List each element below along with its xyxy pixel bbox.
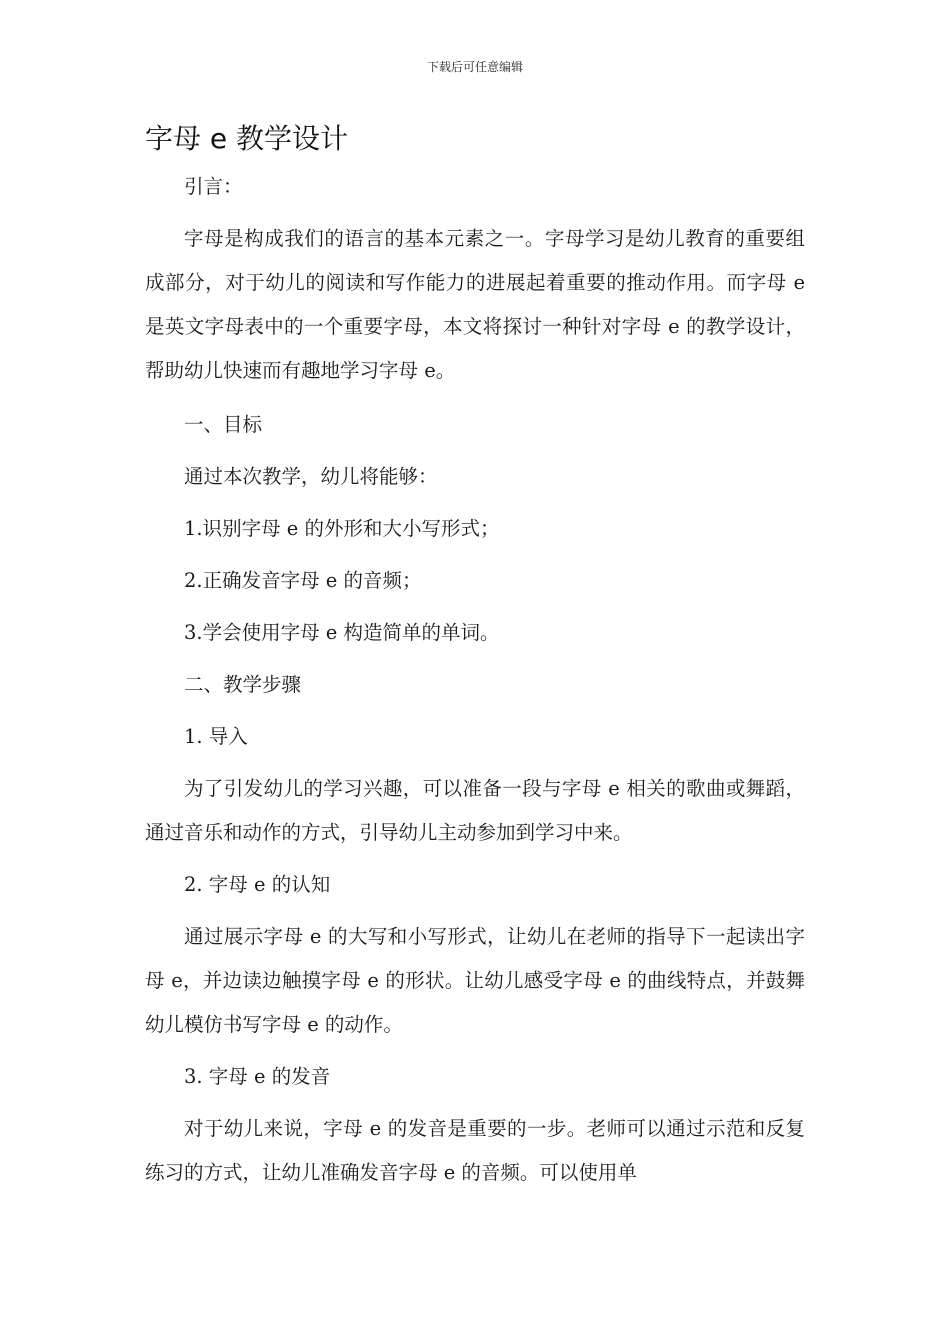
step1-heading: 1. 导入	[184, 725, 248, 748]
section1-heading: 一、目标	[184, 413, 263, 436]
document-title: 字母 e 教学设计	[145, 122, 349, 155]
goal-item: 2.正确发音字母 e 的音频；	[184, 569, 422, 592]
step2-heading: 2. 字母 e 的认知	[184, 873, 331, 896]
goal-item: 3.学会使用字母 e 构造简单的单词。	[184, 621, 500, 644]
step3-heading: 3. 字母 e 的发音	[184, 1065, 331, 1088]
document-body	[145, 165, 805, 1195]
intro-label: 引言：	[184, 175, 243, 198]
intro-paragraph: 字母是构成我们的语言的基本元素之一。字母学习是幼儿教育的重要组成部分，对于幼儿的阅读和写作能力的进展起着重要的推动作用。而字母 e 是英文字母表中的一个重要字母，本文将探讨一种针对字母 e 的教学设计，帮助幼儿快速而有趣地学习字母 e。	[145, 227, 805, 382]
section1-lead: 通过本次教学，幼儿将能够：	[184, 465, 438, 488]
step3-paragraph: 对于幼儿来说，字母 e 的发音是重要的一步。老师可以通过示范和反复练习的方式，让幼儿准确发音字母 e 的音频。可以使用单	[145, 1117, 805, 1184]
section2-heading: 二、教学步骤	[184, 673, 302, 696]
step1-paragraph: 为了引发幼儿的学习兴趣，可以准备一段与字母 e 相关的歌曲或舞蹈，通过音乐和动作的方式，引导幼儿主动参加到学习中来。	[145, 777, 805, 844]
step2-paragraph: 通过展示字母 e 的大写和小写形式，让幼儿在老师的指导下一起读出字母 e，并边读边触摸字母 e 的形状。让幼儿感受字母 e 的曲线特点，并鼓舞幼儿模仿书写字母 e 的动作。	[145, 925, 805, 1036]
goal-item: 1.识别字母 e 的外形和大小写形式；	[184, 517, 500, 540]
page-header: 下载后可任意编辑	[426, 60, 523, 74]
